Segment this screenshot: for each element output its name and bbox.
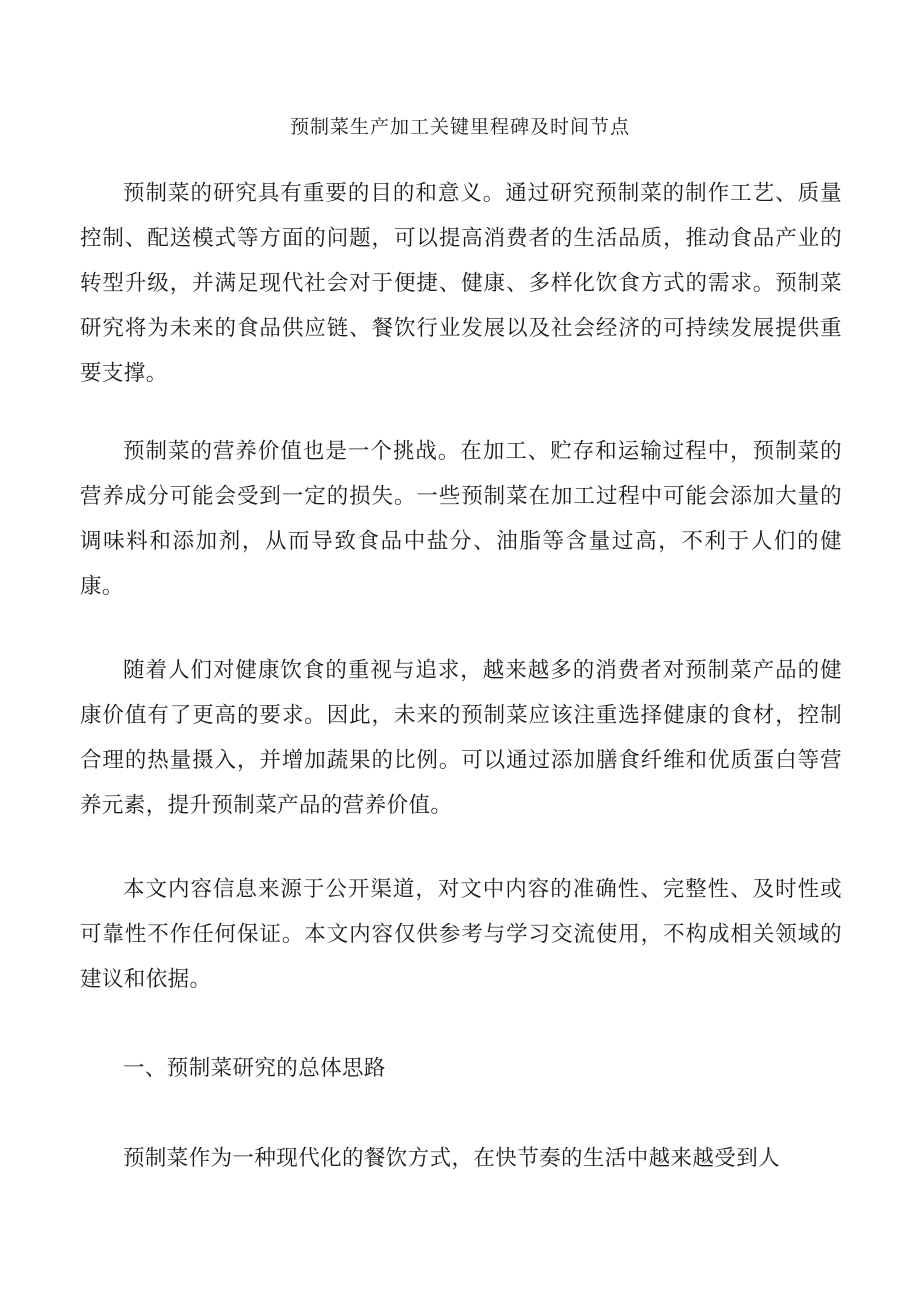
section-heading: 一、预制菜研究的总体思路 (123, 1056, 386, 1081)
paragraph-text: 随着人们对健康饮食的重视与追求，越来越多的消费者对预制菜产品的健康价值有了更高的要求。因此，未来的预制菜应该注重选择健康的食材，控制合理的热量摄入，并增加蔬果的比例。可以通过添加膳食纤维和优质蛋白等营养元素，提升预制菜产品的营养价值。 (80, 658, 842, 818)
document-title: 预制菜生产加工关键里程碑及时间节点 (289, 116, 630, 138)
paragraph-disclaimer (80, 867, 842, 1002)
paragraph-text: 预制菜的营养价值也是一个挑战。在加工、贮存和运输过程中，预制菜的营养成分可能会受到一定的损失。一些预制菜在加工过程中可能会添加大量的调味料和添加剂，从而导致食品中盐分、油脂等含量过高，不利于人们的健康。 (80, 439, 842, 599)
paragraph-text: 预制菜的研究具有重要的目的和意义。通过研究预制菜的制作工艺、质量控制、配送模式等方面的问题，可以提高消费者的生活品质，推动食品产业的转型升级，并满足现代社会对于便捷、健康、多样化饮食方式的需求。预制菜研究将为未来的食品供应链、餐饮行业发展以及社会经济的可持续发展提供重要支撑。 (80, 181, 842, 386)
paragraph-section-intro (80, 1136, 842, 1181)
paragraph-text: 预制菜作为一种现代化的餐饮方式，在快节奏的生活中越来越受到人 (123, 1146, 781, 1171)
paragraph-text: 本文内容信息来源于公开渠道，对文中内容的准确性、完整性、及时性或可靠性不作任何保证。本文内容仅供参考与学习交流使用，不构成相关领域的建议和依据。 (80, 877, 842, 992)
paragraph-research-purpose (80, 171, 842, 396)
paragraph-health-demand (80, 648, 842, 828)
paragraph-nutrition-challenge (80, 429, 842, 609)
